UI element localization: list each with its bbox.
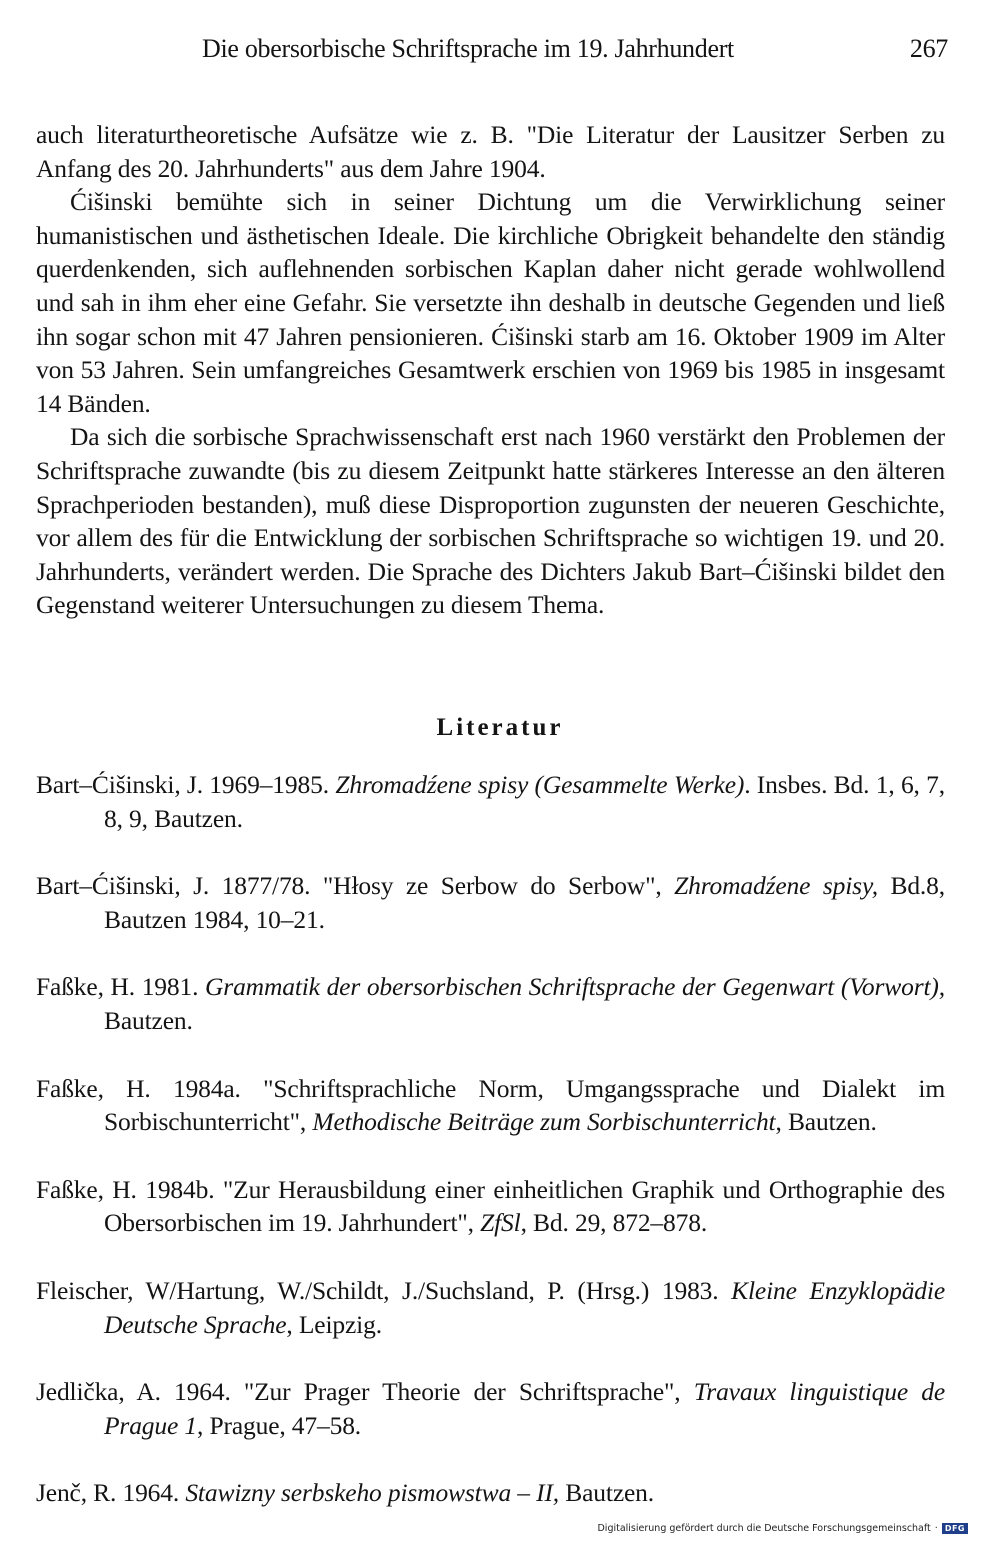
reference-entry: Bart–Ćišinski, J. 1969–1985. Zhromadźene spisy (Gesammelte Werke). Insbes. Bd. 1, 6, 7, 8, 9, Bautzen. xyxy=(36,770,945,833)
reference-entry: Bart–Ćišinski, J. 1877/78. "Hłosy ze Serbow do Serbow", Zhromadźene spisy, Bd.8, Bautzen 1984, 10–21. xyxy=(36,871,945,934)
running-title: Die obersorbische Schriftsprache im 19. Jahrhundert xyxy=(202,34,734,63)
reference-entry: Jedlička, A. 1964. "Zur Prager Theorie der Schriftsprache", Travaux linguistique de Prague 1, Prague, 47–58. xyxy=(36,1377,945,1440)
paragraph: auch literaturtheoretische Aufsätze wie z. B. "Die Literatur der Lausitzer Serben zu Anfang des 20. Jahrhunderts" aus dem Jahre 1904. xyxy=(36,120,945,183)
page-header xyxy=(36,34,948,74)
reference-entry: Fleischer, W/Hartung, W./Schildt, J./Suchsland, P. (Hrsg.) 1983. Kleine Enzyklopädie Deutsche Sprache, Leipzig. xyxy=(36,1275,946,1339)
digitization-note-text: Digitalisierung gefördert durch die Deutsche Forschungsgemeinschaft xyxy=(597,1523,931,1534)
body-text xyxy=(36,118,945,622)
reference-entry: Jenč, R. 1964. Stawizny serbskeho pismowstwa – II, Bautzen. xyxy=(36,1478,654,1508)
page-number: 267 xyxy=(909,34,948,63)
reference-entry: Faßke, H. 1984b. "Zur Herausbildung einer einheitlichen Graphik und Orthographie des Obersorbischen im 19. Jahrhundert", ZfSl, Bd. 29, 872–878. xyxy=(36,1174,945,1238)
reference-entry: Faßke, H. 1981. Grammatik der obersorbischen Schriftsprache der Gegenwart (Vorwort), Bautzen. xyxy=(36,972,945,1035)
dfg-logo-icon: DFG xyxy=(942,1523,968,1534)
digitization-note: Digitalisierung gefördert durch die Deutsche Forschungsgemeinschaft · DFG xyxy=(597,1523,968,1534)
paragraph: Da sich die sorbische Sprachwissenschaft erst nach 1960 verstärkt den Problemen der Schriftsprache zuwandte (bis zu diesem Zeitpunkt hatte stärkeres Interesse an den älteren Sprachperioden bestanden), muß diese Disproportion zugunsten der neueren Geschichte, vor allem des für die Entwicklung der sorbischen Schriftsprache so wichtigen 19. und 20. Jahrhunderts, verändert werden. Die Sprache des Dichters Jakub Bart–Ćišinski bildet den Gegenstand weiterer Untersuchungen zu diesem Thema. xyxy=(36,422,945,620)
section-heading: Literatur xyxy=(436,714,564,741)
reference-list xyxy=(36,768,945,1544)
paragraph: Ćišinski bemühte sich in seiner Dichtung um die Verwirklichung seiner humanistischen und ästhetischen Ideale. Die kirchliche Obrigkeit behandelte den ständig querdenkenden, sich auflehnenden sorbischen Kaplan daher nicht gerade wohlwollend und sah in ihm eher eine Gefahr. Sie versetzte ihn deshalb in deutsche Gegenden und ließ ihn sogar schon mit 47 Jahren pensionieren. Ćišinski starb am 16. Oktober 1909 im Alter von 53 Jahren. Sein umfangreiches Gesamtwerk erschien von 1969 bis 1985 in insgesamt 14 Bänden. xyxy=(36,187,945,418)
reference-entry: Faßke, H. 1984a. "Schriftsprachliche Norm, Umgangssprache und Dialekt im Sorbischunterricht", Methodische Beiträge zum Sorbischunterricht, Bautzen. xyxy=(36,1073,945,1137)
